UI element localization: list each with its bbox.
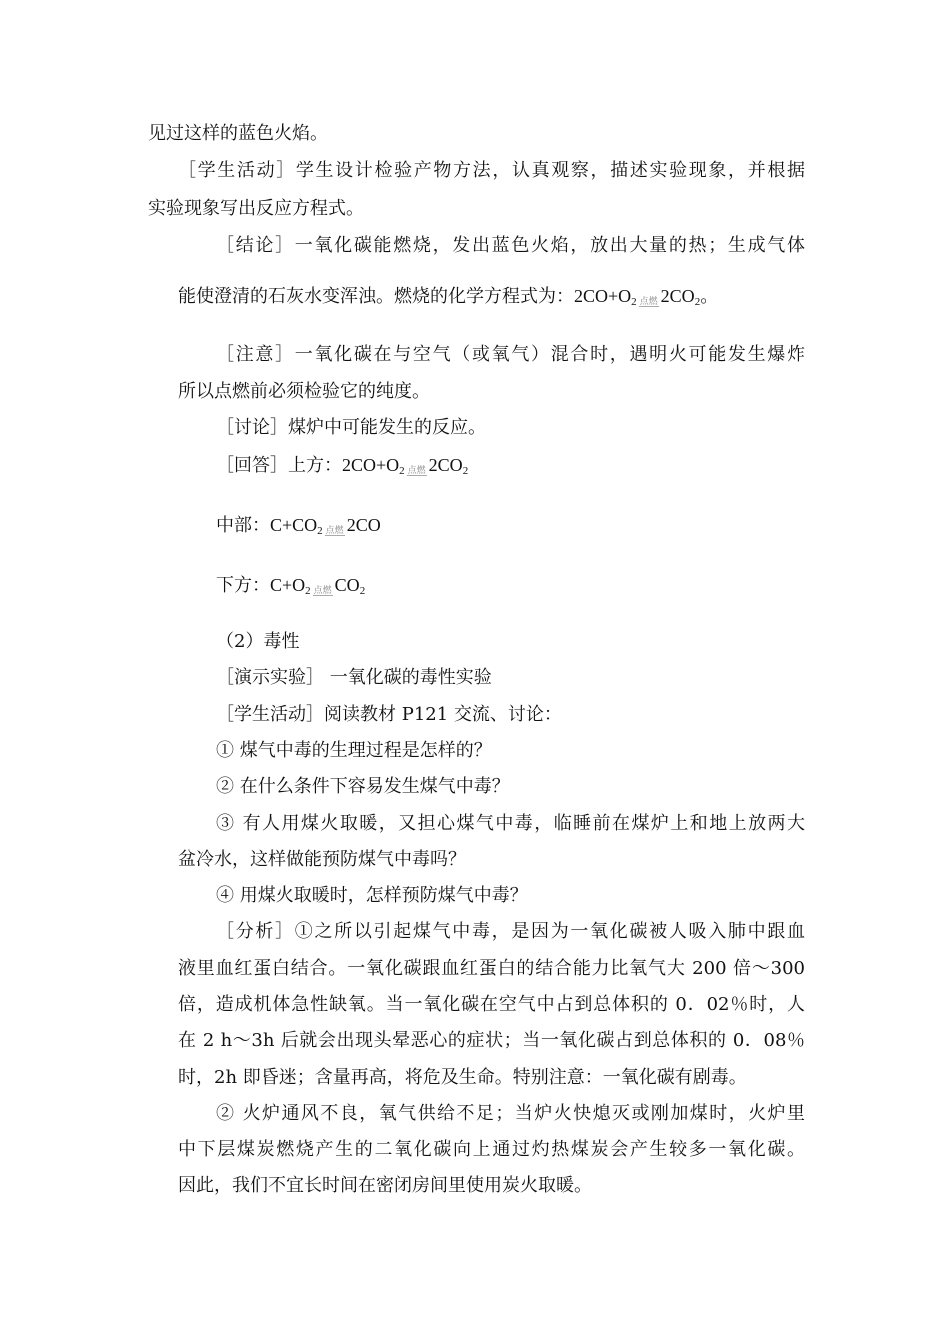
text-line: 液里血红蛋白结合。一氧化碳跟血红蛋白的结合能力比氧气大 200 倍～300 bbox=[178, 958, 805, 979]
text-line: ［学生活动］学生设计检验产物方法，认真观察，描述实验现象，并根据 bbox=[178, 160, 805, 181]
equation-middle: $C+CO_2$ 点燃 2CO bbox=[270, 515, 381, 537]
text-line: ［学生活动］阅读教材 P121 交流、讨论： bbox=[216, 704, 562, 725]
list-item: ④ 用煤火取暖时，怎样预防煤气中毒？ bbox=[216, 885, 528, 906]
text-line: 在 2 h～3h 后就会出现头晕恶心的症状；当一氧化碳占到总体积的 0．08％ bbox=[178, 1030, 805, 1051]
text-line: ［演示实验］ 一氧化碳的毒性实验 bbox=[216, 667, 492, 688]
text-line: 时，2h 即昏迷；含量再高，将危及生命。特别注意：一氧化碳有剧毒。 bbox=[178, 1067, 747, 1088]
list-item: ③ 有人用煤火取暖，又担心煤气中毒，临睡前在煤炉上和地上放两大 bbox=[216, 813, 805, 834]
text-line: 所以点燃前必须检验它的纯度。 bbox=[178, 381, 430, 402]
equation-top: $2CO+O_2$ 点燃 $2CO_2$ bbox=[342, 455, 469, 477]
text-line: ［讨论］煤炉中可能发生的反应。 bbox=[216, 417, 486, 438]
reaction-condition: 点燃 bbox=[639, 296, 658, 306]
equation-line-top: ［回答］上方：$2CO+O_2$ 点燃 $2CO_2$ bbox=[216, 455, 469, 477]
list-item: ② 在什么条件下容易发生煤气中毒？ bbox=[216, 776, 510, 797]
reaction-condition: 点燃 bbox=[407, 465, 426, 475]
equation-line-middle: 中部：$C+CO_2$ 点燃 2CO bbox=[216, 515, 381, 537]
text-line: 中下层煤炭燃烧产生的二氧化碳向上通过灼热煤炭会产生较多一氧化碳。 bbox=[178, 1139, 805, 1160]
text-line: 盆冷水，这样做能预防煤气中毒吗？ bbox=[178, 849, 466, 870]
equation-line-combustion: 能使澄清的石灰水变浑浊。燃烧的化学方程式为：$2CO+O_2$ 点燃 $2CO_2$。 bbox=[178, 286, 719, 308]
section-heading: （2）毒性 bbox=[216, 631, 300, 652]
text-line: ② 火炉通风不良，氧气供给不足；当炉火快熄灭或刚加煤时，火炉里 bbox=[216, 1103, 805, 1124]
reaction-condition: 点燃 bbox=[325, 525, 344, 535]
text-line: ［分析］①之所以引起煤气中毒，是因为一氧化碳被人吸入肺中跟血 bbox=[216, 921, 805, 942]
reaction-condition: 点燃 bbox=[313, 585, 332, 595]
text-line: 因此，我们不宜长时间在密闭房间里使用炭火取暖。 bbox=[178, 1175, 592, 1196]
text-line: 见过这样的蓝色火焰。 bbox=[148, 123, 328, 144]
text-line: ［结论］一氧化碳能燃烧，发出蓝色火焰，放出大量的热；生成气体 bbox=[216, 235, 805, 256]
equation-co-combustion: $2CO+O_2$ 点燃 $2CO_2$ bbox=[574, 286, 701, 308]
equation-line-bottom: 下方：$C+O_2$ 点燃 $CO_2$ bbox=[216, 575, 366, 597]
text-line: 实验现象写出反应方程式。 bbox=[148, 198, 364, 219]
equation-bottom: $C+O_2$ 点燃 $CO_2$ bbox=[270, 575, 366, 597]
list-item: ① 煤气中毒的生理过程是怎样的？ bbox=[216, 740, 492, 761]
text-line: 倍，造成机体急性缺氧。当一氧化碳在空气中占到总体积的 0．02％时，人 bbox=[178, 994, 805, 1015]
text-line: ［注意］一氧化碳在与空气（或氧气）混合时，遇明火可能发生爆炸 bbox=[216, 344, 805, 365]
